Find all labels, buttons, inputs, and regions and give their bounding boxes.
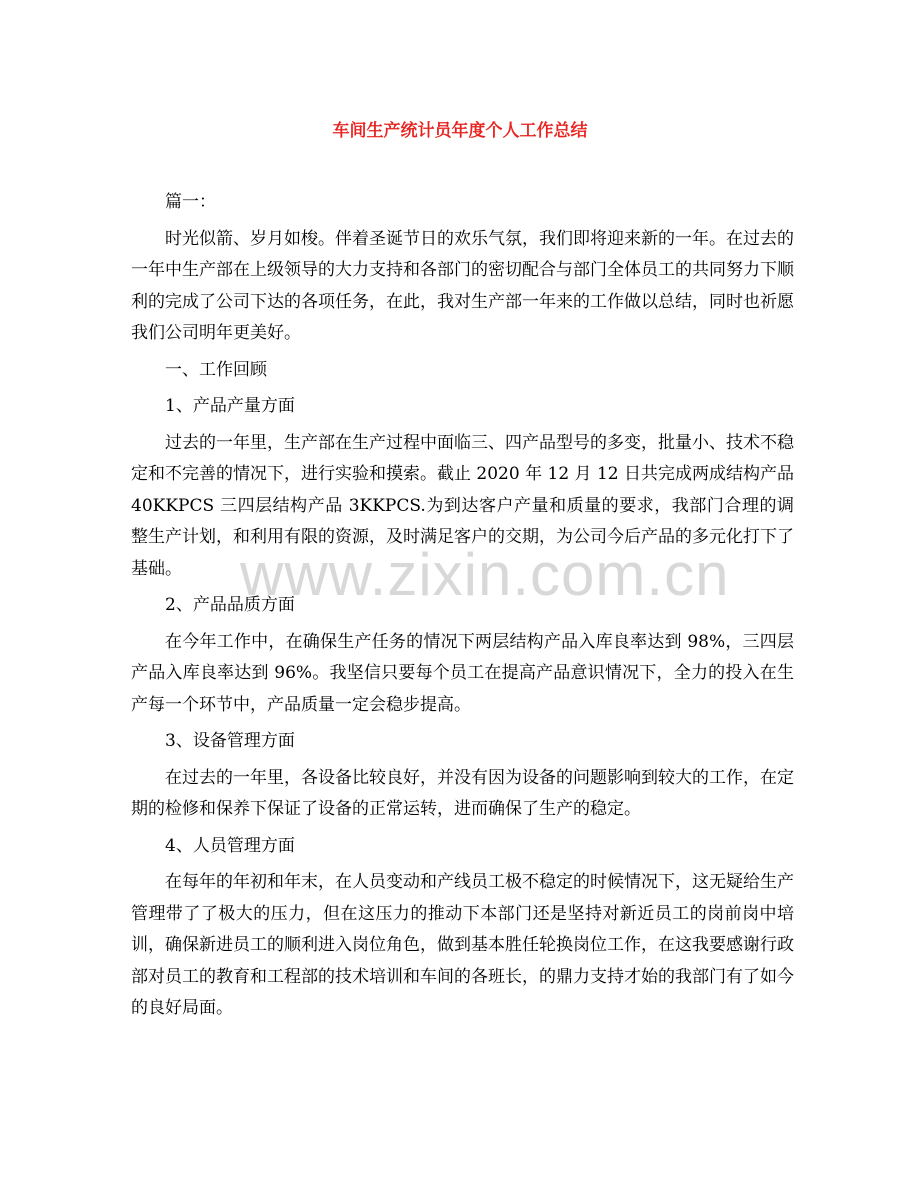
section-label: 篇一： bbox=[165, 192, 216, 212]
subsection-heading: 4、人员管理方面 bbox=[165, 835, 295, 856]
subsection-heading: 3、设备管理方面 bbox=[165, 731, 295, 751]
subsection-heading: 1、产品产量方面 bbox=[165, 396, 295, 416]
body-paragraph: 在过去的一年里，各设备比较良好，并没有因为设备的问题影响到较大的工作，在定期的检修和保养下保证了设备的正常运转，进而确保了生产的稳定。 bbox=[131, 767, 794, 819]
subsection-heading: 2、产品品质方面 bbox=[165, 595, 295, 615]
body-paragraph: 时光似箭、岁月如梭。伴着圣诞节日的欢乐气氛，我们即将迎来新的一年。在过去的一年中生产部在上级领导的大力支持和各部门的密切配合与部门全体员工的共同努力下顺利的完成了公司下达的各项任务，在此，我对生产部一年来的工作做以总结，同时也祈愿我们公司明年更美好。 bbox=[131, 228, 794, 343]
body-paragraph: 在每年的年初和年末，在人员变动和产线员工极不稳定的时候情况下，这无疑给生产管理带了了极大的压力，但在这压力的推动下本部门还是坚持对新近员工的岗前岗中培训，确保新进员工的顺利进入岗位角色，做到基本胜任轮换岗位工作，在这我要感谢行政部对员工的教育和工程部的技术培训和车间的各班长，的鼎力支持才始的我部门有了如今的良好局面。 bbox=[131, 872, 794, 1018]
watermark: www.zixin.com.cn bbox=[240, 541, 730, 608]
body-paragraph: 过去的一年里，生产部在生产过程中面临三、四产品型号的多变，批量小、技术不稳定和不完善的情况下，进行实验和摸索。截止 2020 年 12 月 12 日共完成两成结构产品 40KKPCS 三四层结构产品 3KKPCS.为到达客户产量和质量的要求，我部门合理的调整生产计划，和利用有限的资源，及时满足客户的交期，为公司今后产品的多元化打下了基础。 bbox=[131, 432, 794, 579]
body-paragraph: 在今年工作中，在确保生产任务的情况下两层结构产品入库良率达到 98%，三四层产品入库良率达到 96%。我坚信只要每个员工在提高产品意识情况下，全力的投入在生产每一个环节中，产品质量一定会稳步提高。 bbox=[131, 631, 794, 715]
document-body bbox=[131, 187, 794, 1030]
section-heading: 一、工作回顾 bbox=[165, 359, 267, 380]
document-title: 车间生产统计员年度个人工作总结 bbox=[332, 121, 588, 141]
